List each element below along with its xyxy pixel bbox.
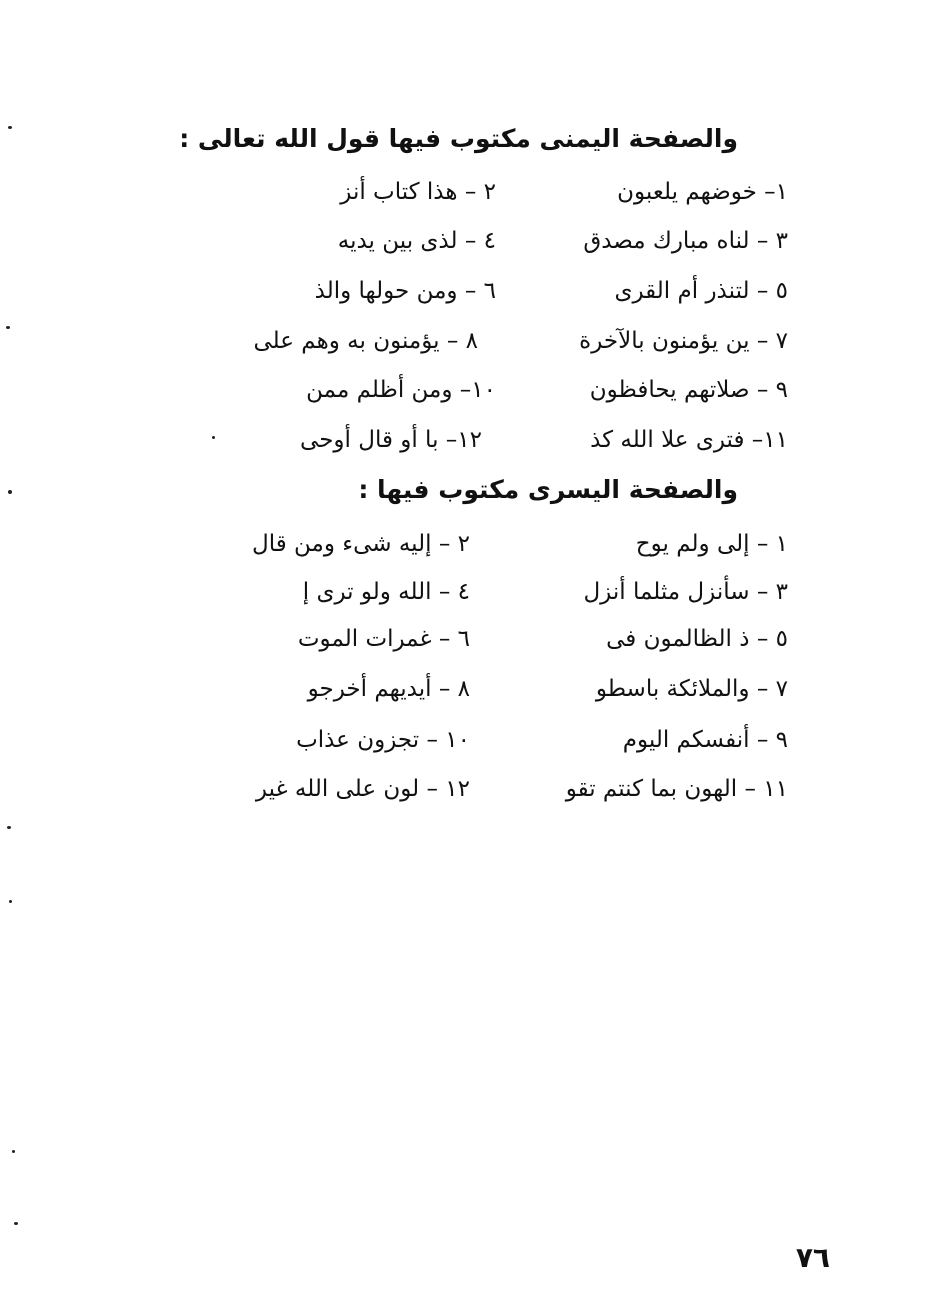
scan-speck [9,900,12,903]
scan-speck [6,326,10,329]
section-2-left-item-1: ٢ – إليه شىء ومن قال [252,531,470,557]
section-2-right-item-4: ٧ – والملائكة باسطو [595,676,788,702]
section-1-right-item-4: ٧ – ين يؤمنون بالآخرة [579,328,788,354]
section-2-left-item-2: ٤ – الله ولو ترى إ [302,579,470,605]
section-1-left-item-1: ٢ – هذا كتاب أنز [340,179,496,205]
scan-speck [7,826,11,829]
section-1-left-item-3: ٦ – ومن حولها والذ [314,278,496,304]
section-1-left-item-2: ٤ – لذى بين يديه [337,228,496,254]
section-2-left-item-6: ١٢ – لون على الله غير [255,776,470,802]
section-1-left-item-4: ٨ – يؤمنون به وهم على [253,328,478,354]
section-2-right-item-3: ٥ – ذ الظالمون فى [606,626,788,652]
section-1-right-item-5: ٩ – صلاتهم يحافظون [589,377,788,403]
page-number: ٧٦ [795,1241,830,1274]
section-1-left-item-5: ١٠– ومن أظلم ممن [306,377,496,403]
section-2-heading: والصفحة اليسرى مكتوب فيها : [358,475,738,504]
scan-speck [212,436,215,439]
scan-speck [8,490,12,494]
section-2-left-item-4: ٨ – أيديهم أخرجو [307,676,470,702]
scan-speck [14,1222,18,1225]
section-1-right-item-6: ١١– فترى علا الله كذ [590,427,788,453]
section-1-right-item-2: ٣ – لناه مبارك مصدق [583,228,788,254]
section-1-right-item-1: ١– خوضهم يلعبون [617,179,788,205]
section-2-right-item-6: ١١ – الهون بما كنتم تقو [565,776,788,802]
section-2-left-item-3: ٦ – غمرات الموت [297,626,470,652]
section-2-right-item-2: ٣ – سأنزل مثلما أنزل [583,579,788,605]
scan-speck [8,126,12,129]
section-1-right-item-3: ٥ – لتنذر أم القرى [614,278,788,304]
section-2-left-item-5: ١٠ – تجزون عذاب [296,727,470,753]
section-1-heading: والصفحة اليمنى مكتوب فيها قول الله تعالى : [179,124,738,153]
section-2-right-item-5: ٩ – أنفسكم اليوم [622,727,788,753]
section-1-left-item-6: ١٢– با أو قال أوحى [300,427,482,453]
scan-speck [12,1150,15,1153]
section-2-right-item-1: ١ – إلى ولم يوح [635,531,788,557]
